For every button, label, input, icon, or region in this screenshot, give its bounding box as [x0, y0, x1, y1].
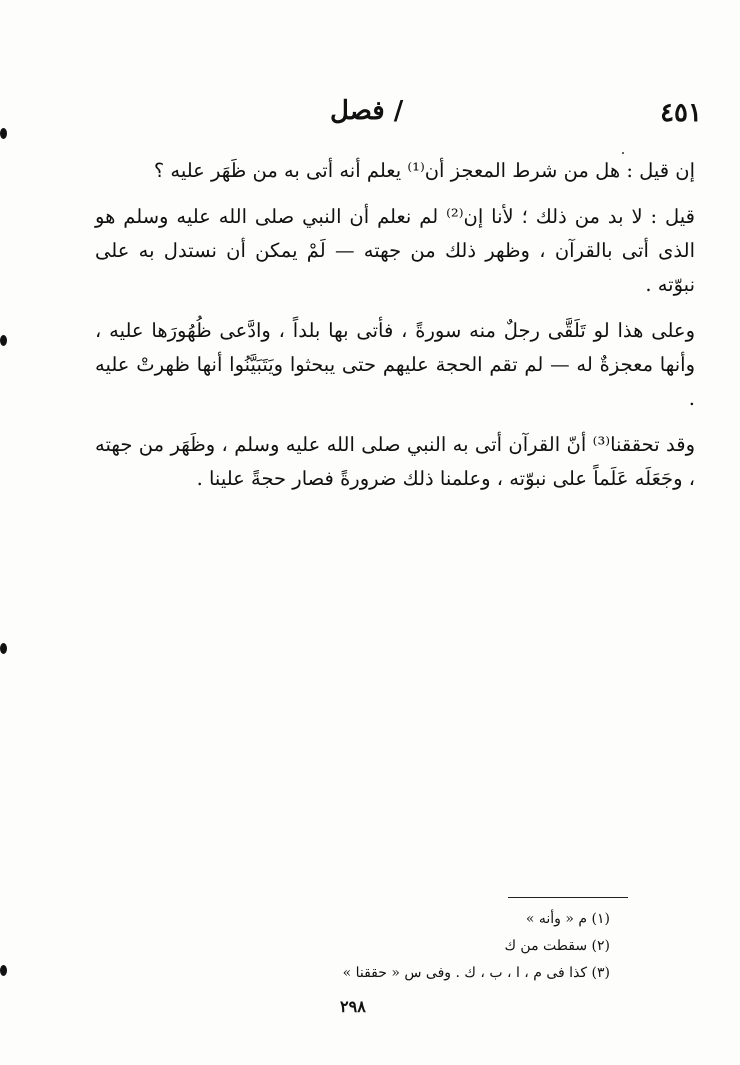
margin-binding-mark: [0, 128, 7, 139]
margin-binding-mark: [0, 965, 7, 976]
text-line: قيل : لا بد من ذلك ؛ لأنا إن⁽²⁾ لم نعلم أن النبي صلى الله عليه وسلم هو الذى أتى بالقرآن ، وظهر ذلك من جهته — لَمْ يمكن أن نستدل به على نبوّته .: [95, 205, 695, 296]
text-line: إن قيل : هل من شرط المعجز أن⁽¹⁾ يعلم أنه أتى به من ظَهَر عليه ؟: [153, 159, 695, 182]
margin-binding-mark: [0, 643, 7, 654]
ink-speck: [622, 152, 624, 154]
margin-binding-mark: [0, 335, 7, 346]
paragraph-conclusion: [95, 428, 695, 496]
paragraph-example: [95, 314, 695, 416]
footnotes: [290, 906, 610, 987]
text-line: وعلى هذا لو تَلَقَّى رجلٌ منه سورةً ، فأتى بها بلداً ، وادَّعى ظُهُورَها عليه ، وأنها معجزةٌ له — لم تقم الحجة عليهم حتى يبحثوا ويَتَبَيَّنُوا أنها ظهرتْ عليه .: [95, 319, 695, 410]
text-line: وقد تحققنا⁽³⁾ أنّ القرآن أتى به النبي صلى الله عليه وسلم ، وظَهَر من جهته ، وجَعَلَه عَلَماً على نبوّته ، وعلمنا ذلك ضرورةً فصار حجةً علينا .: [95, 433, 696, 490]
folio-number: ٢٩٨: [340, 997, 366, 1016]
footnote-3: (٣) كذا فى م ، ا ، ب ، ك . وفى س « حققنا »: [342, 965, 610, 981]
footnote-1: (١) م « وأنه »: [525, 911, 610, 927]
footnote-divider: [508, 897, 628, 898]
footnote-2: (٢) سقطت من ك: [504, 938, 610, 954]
paragraph-question: [95, 154, 695, 188]
chapter-title: / فصل: [330, 96, 404, 126]
page-number: ٤٥١: [660, 98, 702, 128]
paragraph-answer: [95, 200, 695, 302]
body-text: [95, 154, 695, 508]
